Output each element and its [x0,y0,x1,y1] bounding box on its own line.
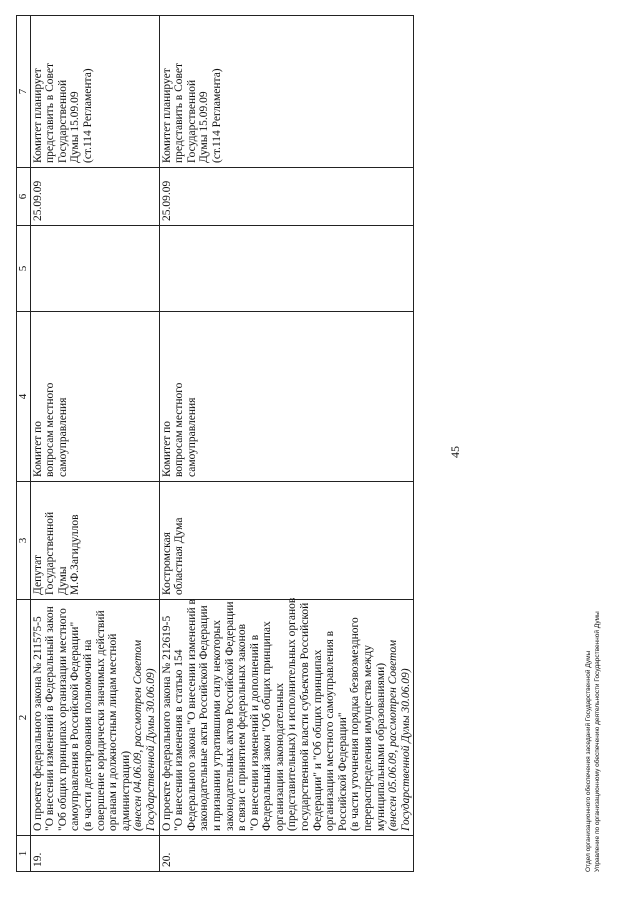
col-header-4: 4 [17,312,31,482]
header-row [17,16,31,872]
table-row [30,16,159,872]
text-line: самоуправления [56,397,69,477]
text-line: муниципальными образованиями) [374,662,387,831]
text-line: Думы [56,566,69,595]
row-number: 20. [159,836,414,872]
text-line: перераспределения имущества между [362,645,375,831]
text-line: (внесен 04.06.09, рассмотрен Советом [132,639,145,831]
bill-author [30,482,159,600]
text-line: О проекте федерального закона № 212619-5 [160,615,173,831]
text-line: совершение юридически значимых действий [94,610,107,831]
text-line: (в части уточнения порядка безвозмездного [349,617,362,831]
text-line: Федерации" и "Об общих принципах [311,649,324,831]
col-header-1: 1 [17,836,31,872]
text-line: О проекте федерального закона № 211575-5 [31,616,44,831]
text-line: Костромская [160,532,173,595]
col-header-5: 5 [17,226,31,312]
text-line: Федерального закона "О внесении изменений в [185,599,198,831]
table-row [159,16,414,872]
text-line: Государственной [44,511,57,595]
date-cell: 25.09.09 [159,168,414,226]
text-line: Российской Федерации" [336,712,349,831]
text-line: "О внесении изменений в Федеральный закон [44,606,57,831]
footer [584,611,602,872]
text-line: вопросам местного [173,382,186,477]
bill-title [30,600,159,836]
text-line: (в части делегирования полномочий на [81,639,94,831]
row-number: 19. [30,836,159,872]
text-line: и признании утратившими силу некоторых [210,620,223,831]
text-line: Государственной [56,79,69,163]
bill-author [159,482,414,600]
text-line: "Об общих принципах организации местного [56,608,69,831]
date-cell: 25.09.09 [30,168,159,226]
status-note [30,16,159,168]
agenda-table [16,15,414,872]
text-line: органам и должностным лицам местной [107,633,120,831]
text-line: законодательных актов Российской Федерации [223,601,236,831]
page-number: 45 [448,446,462,458]
text-line: Государственной Думы 30.06.09) [399,668,412,831]
text-line: самоуправления в Российской Федерации" [69,621,82,831]
footer-line-1: Отдел организационного обеспечения заседаний Государственной Думы [585,650,592,872]
text-line: Комитет по [160,421,173,477]
text-line: организации местного самоуправления в [324,630,337,831]
col-header-7: 7 [17,16,31,168]
text-line: "О внесении изменений и дополнений в [248,634,261,831]
text-line: законодательные акты Российской Федерации [198,605,211,831]
text-line: администрации) [119,750,132,831]
col-header-3: 3 [17,482,31,600]
text-line: Государственной Думы 30.06.09) [144,668,157,831]
text-line: Комитет планирует [160,68,173,163]
bill-title [159,597,414,836]
text-line: (представительных) и исполнительных органов [286,597,299,831]
text-line: в связи с принятием федеральных законов [236,623,249,831]
footer-line-2: Управление по организационному обеспечению деятельности Государственной Думы [594,611,601,872]
text-line: представить в Совет [44,62,57,163]
text-line: (ст.114 Регламента) [81,68,94,163]
text-line: (ст.114 Регламента) [210,68,223,163]
text-line: государственной власти субъектов Российской [299,602,312,831]
responsible-committee [159,312,414,482]
text-line: представить в Совет [173,62,186,163]
text-line: вопросам местного [44,382,57,477]
column-5-empty [30,226,159,312]
col-header-2: 2 [17,600,31,836]
text-line: М.Ф.Загидуллов [69,514,82,595]
text-line: "О внесении изменения в статью 154 [173,649,186,831]
text-line: (внесен 05.06.09, рассмотрен Советом [387,639,400,831]
text-line: Думы 15.09.09 [69,91,82,163]
col-header-6: 6 [17,168,31,226]
text-line: Комитет планирует [31,68,44,163]
text-line: Комитет по [31,421,44,477]
status-note [159,16,414,168]
text-line: Депутат [31,555,44,595]
text-line: Государственной [185,79,198,163]
text-line: областная Дума [173,517,186,595]
text-line: организации законодательных [273,683,286,831]
column-5-empty [159,226,414,312]
text-line: самоуправления [185,397,198,477]
text-line: Федеральный закон "Об общих принципах [261,621,274,831]
responsible-committee [30,312,159,482]
text-line: Думы 15.09.09 [198,91,211,163]
